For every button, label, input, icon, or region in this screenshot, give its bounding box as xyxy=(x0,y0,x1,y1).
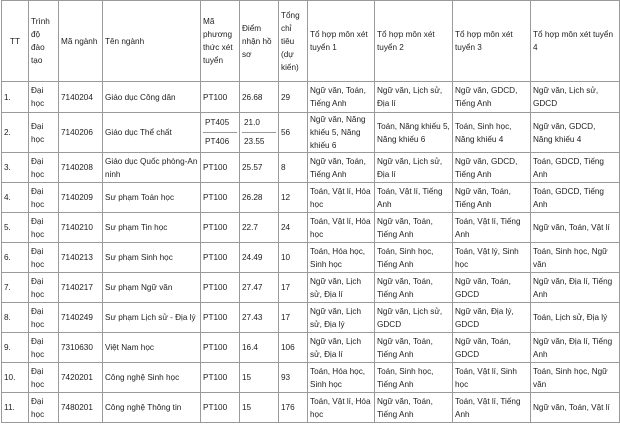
cell-tt: 9. xyxy=(2,333,29,363)
cell-level: Đại học xyxy=(29,153,59,183)
cell-combo-4: Ngữ văn, Toán, Vật lí xyxy=(531,393,620,423)
header-code: Mã ngành xyxy=(59,1,103,82)
cell-score: 24.49 xyxy=(240,243,279,273)
cell-combo-1: Ngữ văn, Năng khiếu 5, Năng khiếu 6 xyxy=(308,113,375,153)
cell-score: 27.47 xyxy=(240,273,279,303)
cell-tt: 2. xyxy=(2,113,29,153)
cell-level: Đại học xyxy=(29,303,59,333)
header-name: Tên ngành xyxy=(103,1,201,82)
cell-combo-1: Ngữ văn, Lịch sử, Địa lý xyxy=(308,303,375,333)
cell-quota: 10 xyxy=(279,243,308,273)
header-quota: Tổng chỉ tiêu (dự kiến) xyxy=(279,1,308,82)
cell-quota: 17 xyxy=(279,273,308,303)
cell-method: PT100 xyxy=(201,333,240,363)
cell-combo-1: Ngữ văn, Lịch sử, Địa lí xyxy=(308,273,375,303)
cell-level: Đại học xyxy=(29,213,59,243)
cell-quota: 12 xyxy=(279,183,308,213)
cell-name: Giáo dục Thể chất xyxy=(103,113,201,153)
cell-tt: 11. xyxy=(2,393,29,423)
table-row xyxy=(2,153,620,183)
cell-code: 7140213 xyxy=(59,243,103,273)
cell-method: PT100 xyxy=(201,363,240,393)
cell-combo-3: Ngữ văn, GDCD, Tiếng Anh xyxy=(453,153,531,183)
cell-combo-2: Ngữ văn, Lịch sử, Địa lí xyxy=(375,82,453,113)
cell-combo-4: Toán, Lịch sử, Địa lý xyxy=(531,303,620,333)
header-method: Mã phương thức xét tuyển xyxy=(201,1,240,82)
cell-combo-2: Toán, Năng khiếu 5, Năng khiếu 6 xyxy=(375,113,453,153)
cell-method: PT405 xyxy=(203,114,237,133)
cell-combo-1: Toán, Vật lí, Hóa học xyxy=(308,393,375,423)
cell-combo-3: Toán, Vật lí, Tiếng Anh xyxy=(453,213,531,243)
cell-quota: 176 xyxy=(279,393,308,423)
cell-code: 7140249 xyxy=(59,303,103,333)
cell-code: 7420201 xyxy=(59,363,103,393)
cell-quota: 56 xyxy=(279,113,308,153)
cell-score-2: 23.55 xyxy=(244,137,265,146)
cell-quota: 93 xyxy=(279,363,308,393)
cell-code: 7140217 xyxy=(59,273,103,303)
cell-combo-2: Toán, Sinh học, Tiếng Anh xyxy=(375,363,453,393)
cell-tt: 6. xyxy=(2,243,29,273)
cell-quota: 8 xyxy=(279,153,308,183)
header-level: Trình độ đào tạo xyxy=(29,1,59,82)
cell-method: PT100 xyxy=(201,303,240,333)
cell-tt: 3. xyxy=(2,153,29,183)
table-header xyxy=(2,1,620,82)
cell-combo-3: Toán, Vật lí, Tiếng Anh xyxy=(453,393,531,423)
cell-combo-1: Toán, Hóa học, Sinh học xyxy=(308,243,375,273)
cell-combo-2: Ngữ văn, Lịch sử, Địa lí xyxy=(375,153,453,183)
cell-method: PT100 xyxy=(201,213,240,243)
cell-combo-1: Toán, Hóa học, Sinh học xyxy=(308,363,375,393)
cell-score: 27.43 xyxy=(240,303,279,333)
cell-score: 25.57 xyxy=(240,153,279,183)
cell-score: 16.4 xyxy=(240,333,279,363)
cell-combo-1: Ngữ văn, Toán, Tiếng Anh xyxy=(308,82,375,113)
cell-combo-3: Ngữ văn, Toán, GDCD xyxy=(453,333,531,363)
header-combo-1: Tổ hợp môn xét tuyển 1 xyxy=(308,1,375,82)
cell-combo-2: Toán, Sinh học, Tiếng Anh xyxy=(375,243,453,273)
cell-combo-1: Ngữ văn, Toán, Tiếng Anh xyxy=(308,153,375,183)
cell-method: PT100 xyxy=(201,82,240,113)
cell-level: Đại học xyxy=(29,393,59,423)
cell-code: 7140210 xyxy=(59,213,103,243)
header-score: Điểm nhận hồ sơ xyxy=(240,1,279,82)
cell-combo-4: Toán, GDCD, Tiếng Anh xyxy=(531,183,620,213)
cell-level: Đại học xyxy=(29,183,59,213)
cell-tt: 1. xyxy=(2,82,29,113)
cell-combo-4: Ngữ văn, Lịch sử, GDCD xyxy=(531,82,620,113)
cell-combo-3: Ngữ văn, Địa lý, GDCD xyxy=(453,303,531,333)
cell-tt: 5. xyxy=(2,213,29,243)
cell-name: Công nghệ Sinh học xyxy=(103,363,201,393)
cell-level: Đại học xyxy=(29,243,59,273)
cell-quota: 29 xyxy=(279,82,308,113)
cell-name: Sư phạm Lịch sử - Địa lý xyxy=(103,303,201,333)
cell-tt: 8. xyxy=(2,303,29,333)
cell-tt: 7. xyxy=(2,273,29,303)
cell-name: Sư phạm Toán học xyxy=(103,183,201,213)
cell-score: 26.68 xyxy=(240,82,279,113)
cell-combo-2: Ngữ văn, Toán, Tiếng Anh xyxy=(375,333,453,363)
table-row xyxy=(2,363,620,393)
cell-level: Đại học xyxy=(29,363,59,393)
cell-method-split xyxy=(201,113,240,153)
table-row xyxy=(2,113,620,153)
cell-method: PT100 xyxy=(201,273,240,303)
cell-tt: 10. xyxy=(2,363,29,393)
header-combo-2: Tổ hợp môn xét tuyển 2 xyxy=(375,1,453,82)
cell-quota: 106 xyxy=(279,333,308,363)
cell-combo-4: Toán, Sinh học, Ngữ văn xyxy=(531,243,620,273)
cell-code: 7140206 xyxy=(59,113,103,153)
table-row xyxy=(2,333,620,363)
cell-code: 7310630 xyxy=(59,333,103,363)
cell-combo-2: Ngữ văn, Lịch sử, GDCD xyxy=(375,303,453,333)
cell-score: 21.0 xyxy=(242,114,276,133)
header-combo-4: Tổ hợp môn xét tuyển 4 xyxy=(531,1,620,82)
cell-combo-3: Toán, Vật lí, Sinh học xyxy=(453,363,531,393)
cell-code: 7140208 xyxy=(59,153,103,183)
cell-score: 15 xyxy=(240,393,279,423)
cell-combo-4: Ngữ văn, Địa lí, Tiếng Anh xyxy=(531,333,620,363)
cell-combo-3: Toán, Vật lý, Sinh học xyxy=(453,243,531,273)
cell-method: PT100 xyxy=(201,153,240,183)
cell-combo-4: Toán, Sinh học, Ngữ văn xyxy=(531,363,620,393)
table-row xyxy=(2,303,620,333)
cell-method: PT100 xyxy=(201,393,240,423)
cell-code: 7480201 xyxy=(59,393,103,423)
header-row xyxy=(2,1,620,82)
cell-combo-3: Toán, Sinh học, Năng khiếu 4 xyxy=(453,113,531,153)
cell-quota: 24 xyxy=(279,213,308,243)
cell-method-2: PT406 xyxy=(205,137,230,146)
cell-code: 7140204 xyxy=(59,82,103,113)
cell-name: Sư phạm Sinh học xyxy=(103,243,201,273)
cell-combo-1: Toán, Vật lí, Hóa học xyxy=(308,183,375,213)
cell-method: PT100 xyxy=(201,243,240,273)
cell-name: Giáo dục Công dân xyxy=(103,82,201,113)
cell-name: Sư phạm Tin học xyxy=(103,213,201,243)
cell-method: PT100 xyxy=(201,183,240,213)
cell-tt: 4. xyxy=(2,183,29,213)
cell-score: 22.7 xyxy=(240,213,279,243)
table-row xyxy=(2,213,620,243)
cell-combo-4: Ngữ văn, Địa lí, Tiếng Anh xyxy=(531,273,620,303)
cell-level: Đại học xyxy=(29,333,59,363)
cell-name: Việt Nam học xyxy=(103,333,201,363)
cell-score: 15 xyxy=(240,363,279,393)
cell-combo-3: Ngữ văn, Toán, GDCD xyxy=(453,273,531,303)
cell-name: Giáo dục Quốc phòng-An ninh xyxy=(103,153,201,183)
cell-level: Đại học xyxy=(29,273,59,303)
cell-combo-4: Toán, GDCD, Tiếng Anh xyxy=(531,153,620,183)
cell-level: Đại học xyxy=(29,82,59,113)
cell-combo-3: Ngữ văn, Toán, Tiếng Anh xyxy=(453,183,531,213)
table-row xyxy=(2,82,620,113)
table-row xyxy=(2,183,620,213)
cell-combo-2: Ngữ văn, Toán, Tiếng Anh xyxy=(375,273,453,303)
cell-combo-1: Ngữ văn, Lịch sử, Địa lí xyxy=(308,333,375,363)
cell-combo-1: Toán, Vật lí, Hóa học xyxy=(308,213,375,243)
cell-score: 26.28 xyxy=(240,183,279,213)
cell-combo-3: Ngữ văn, GDCD, Tiếng Anh xyxy=(453,82,531,113)
header-combo-3: Tổ hợp môn xét tuyển 3 xyxy=(453,1,531,82)
header-tt: TT xyxy=(2,1,29,82)
table-row xyxy=(2,393,620,423)
cell-score-split xyxy=(240,113,279,153)
cell-combo-2: Ngữ văn, Toán, Tiếng Anh xyxy=(375,393,453,423)
cell-combo-4: Ngữ văn, Toán, Vật lí xyxy=(531,213,620,243)
cell-name: Sư phạm Ngữ văn xyxy=(103,273,201,303)
table-row xyxy=(2,273,620,303)
admissions-table xyxy=(1,0,620,423)
table-body xyxy=(2,82,620,423)
cell-code: 7140209 xyxy=(59,183,103,213)
cell-combo-4: Ngữ văn, GDCD, Năng khiếu 4 xyxy=(531,113,620,153)
cell-combo-2: Ngữ văn, Toán, Tiếng Anh xyxy=(375,213,453,243)
table-row xyxy=(2,243,620,273)
cell-level: Đại học xyxy=(29,113,59,153)
cell-combo-2: Toán, Vật lí, Tiếng Anh xyxy=(375,183,453,213)
cell-name: Công nghệ Thông tin xyxy=(103,393,201,423)
cell-quota: 17 xyxy=(279,303,308,333)
